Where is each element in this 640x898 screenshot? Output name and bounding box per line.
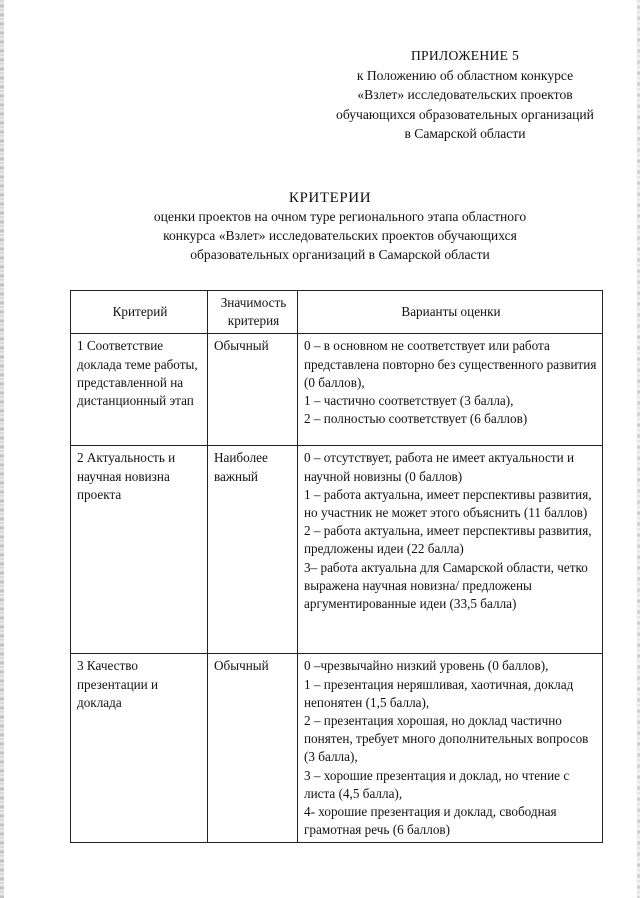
criteria-title: КРИТЕРИИ: [288, 190, 372, 206]
table-row: [71, 446, 603, 654]
criteria-subtitle: [100, 207, 580, 265]
significance-cell: Наиболее важный: [208, 446, 298, 654]
option-line: 1 – работа актуальна, имеет перспективы развития, но участник не может этого объяснить (11 баллов): [304, 486, 592, 521]
header-significance: Значимость критерия: [208, 291, 298, 334]
option-line: 2 – работа актуальна, имеет перспективы развития, предложены идеи (22 балла): [304, 523, 592, 557]
option-line: 0 – отсутствует, работа не имеет актуальности и научной новизны (0 баллов): [304, 450, 575, 484]
criteria-subtitle-line: оценки проектов на очном туре регионального этапа областного: [153, 209, 527, 224]
option-line: 2 – полностью соответствует (6 баллов): [304, 411, 528, 427]
header-options: Варианты оценки: [298, 291, 603, 334]
option-line: 3 – хорошие презентация и доклад, но чтение с листа (4,5 балла),: [304, 767, 570, 801]
table-row: [71, 334, 603, 446]
table-header-row: [71, 291, 603, 334]
significance-cell: Обычный: [208, 334, 298, 446]
significance-cell: Обычный: [208, 654, 298, 843]
table-row: [71, 654, 603, 843]
option-line: 0 – в основном не соответствует или работа представлена повторно без существенного развития (0 баллов),: [304, 338, 597, 390]
criteria-subtitle-line: образовательных организаций в Самарской области: [190, 247, 490, 263]
options-cell: [298, 334, 603, 446]
option-line: 1 – частично соответствует (3 балла),: [304, 393, 514, 409]
appendix-block: [300, 46, 630, 144]
options-cell: [298, 654, 603, 843]
criterion-cell: 1 Соответствие доклада теме работы, представленной на дистанционный этап: [71, 334, 208, 446]
criteria-table: [70, 290, 603, 843]
option-line: 0 –чрезвычайно низкий уровень (0 баллов),: [304, 658, 549, 674]
appendix-line: «Взлет» исследовательских проектов: [357, 87, 573, 102]
option-line: 2 – презентация хорошая, но доклад частично понятен, требует много дополнительных вопросов (3 балла),: [304, 713, 589, 765]
appendix-line: к Положению об областном конкурсе: [356, 67, 574, 83]
appendix-title: ПРИЛОЖЕНИЕ 5: [410, 48, 520, 63]
option-line: 3– работа актуальна для Самарской области, четко выражена научная новизна/ предложены аргументированные идеи (33,5 балла): [304, 559, 588, 612]
criterion-cell: 2 Актуальность и научная новизна проекта: [71, 446, 208, 654]
appendix-line: в Самарской области: [404, 126, 526, 141]
header-criterion: Критерий: [71, 291, 208, 334]
option-line: 4- хорошие презентация и доклад, свободная грамотная речь (6 баллов): [304, 804, 557, 838]
options-cell: [298, 446, 603, 654]
option-line: 1 – презентация неряшливая, хаотичная, доклад непонятен (1,5 балла),: [304, 676, 574, 710]
criterion-cell: 3 Качество презентации и доклада: [71, 654, 208, 843]
criteria-subtitle-line: конкурса «Взлет» исследовательских проектов обучающихся: [163, 228, 517, 244]
scan-edge-left: [0, 0, 4, 898]
appendix-line: обучающихся образовательных организаций: [336, 106, 594, 122]
